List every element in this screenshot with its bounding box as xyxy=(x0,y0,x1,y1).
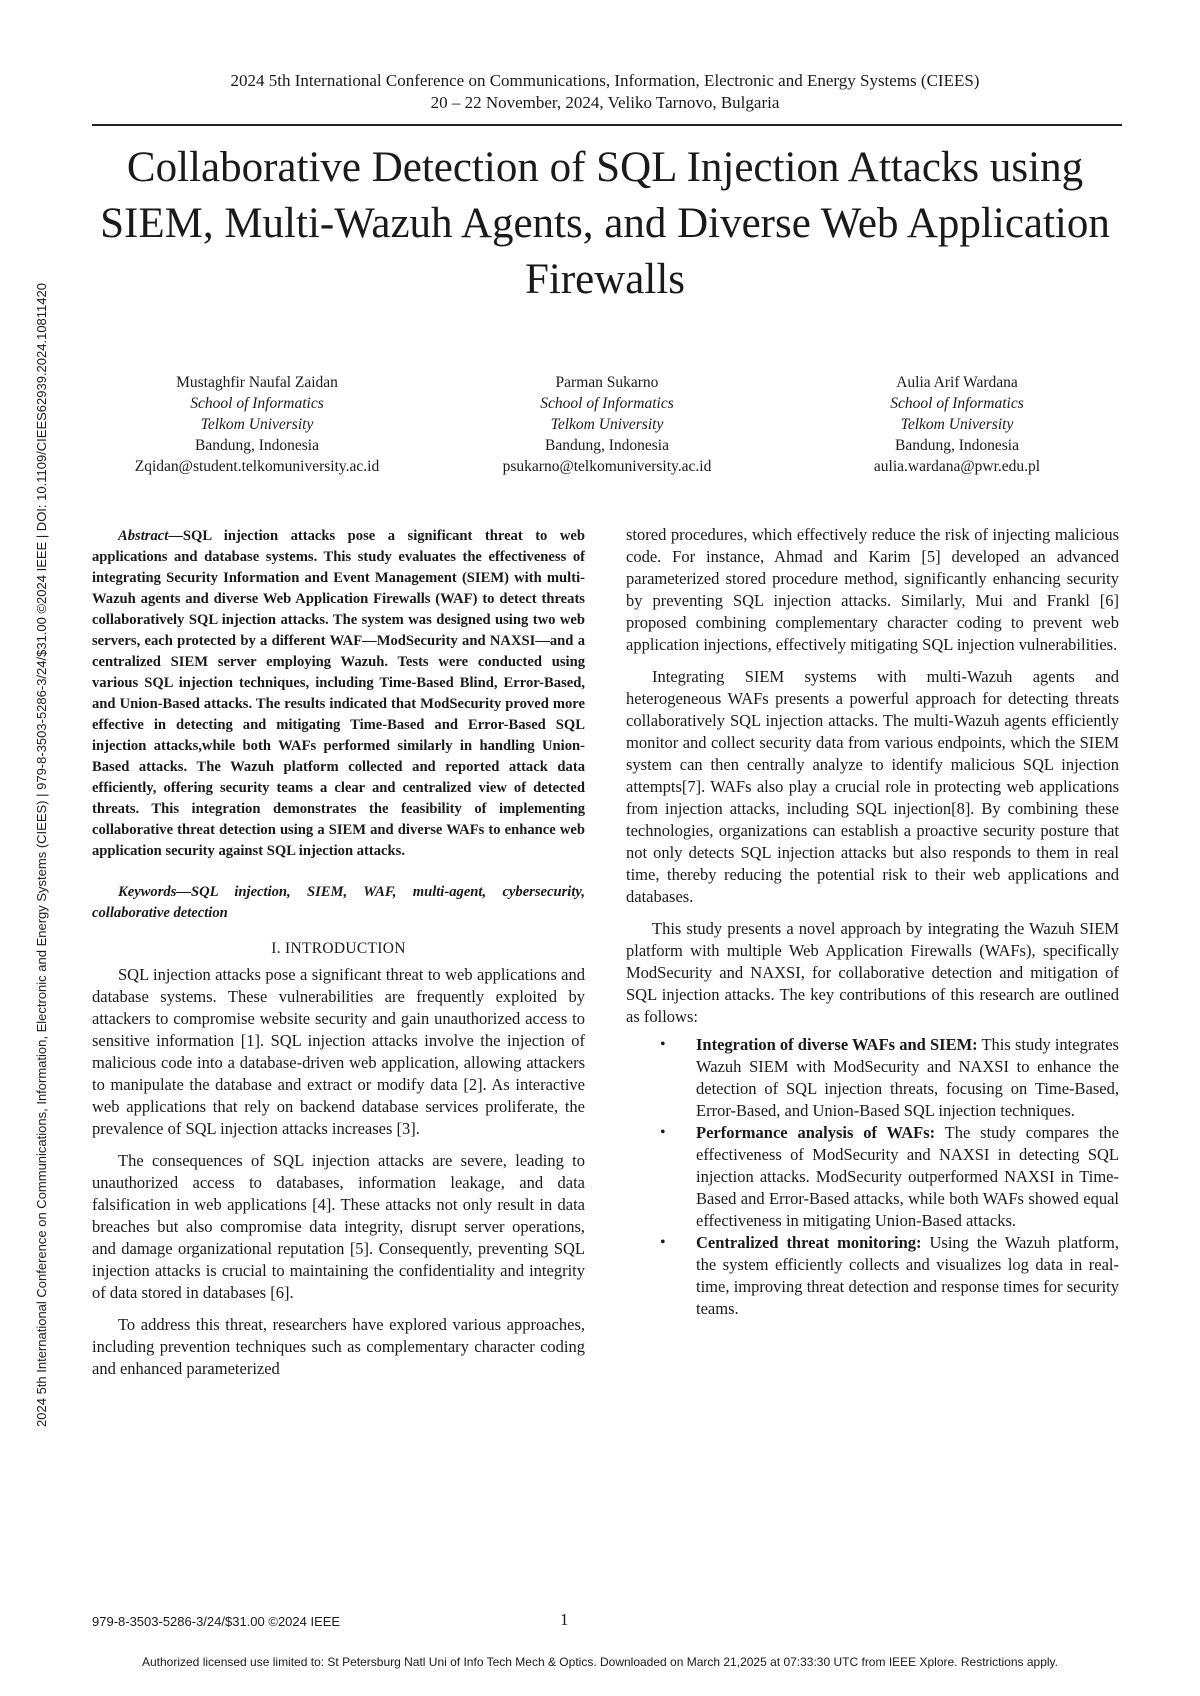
author-name: Aulia Arif Wardana xyxy=(896,374,1018,391)
page-number: 1 xyxy=(560,1610,569,1629)
header-divider xyxy=(92,124,1122,126)
bullet-icon: • xyxy=(660,1036,666,1053)
author-city: Bandung, Indonesia xyxy=(895,437,1019,454)
abstract-text: —SQL injection attacks pose a significant threat to web applications and database systems. This study evaluates the effectiveness of integrating Security Information and Event Management (SIEM) with multi-Wazuh agents and diverse Web Application Firewalls (WAF) to detect threats collaboratively SQL injection attacks. The system was designed using two web servers, each protected by a different WAF—ModSecurity and NAXSI—and a centralized SIEM server employing Wazuh. Tests were conducted using various SQL injection techniques, including Time-Based Blind, Error-Based, and Union-Based attacks. The results indicated that ModSecurity proved more effective in detecting and mitigating Time-Based and Error-Based SQL injection attacks,while both WAFs performed similarly in handling Union-Based attacks. The Wazuh platform collected and reported attack data efficiently, offering security teams a clear and centralized view of detected threats. This integration demonstrates the feasibility of implementing collaborative threat detection using a SIEM and diverse WAFs to enhance web application security against SQL injection attacks. xyxy=(92,528,585,859)
contributions-list xyxy=(626,1034,1119,1320)
right-column xyxy=(626,524,1119,1320)
right-paragraph-2: Integrating SIEM systems with multi-Wazuh agents and heterogeneous WAFs presents a powerful approach for detecting threats collaboratively SQL injection attacks. The multi-Wazuh agents efficiently monitor and collect security data from various endpoints, which the SIEM system can then centrally analyze to identify malicious SQL injection attempts[7]. WAFs also play a crucial role in protecting web applications from injection attacks, including SQL injection[8]. By combining these technologies, organizations can establish a proactive security posture that not only detects SQL injection attacks but also responds to them in real time, thereby reducing the potential risk to their web applications and databases. xyxy=(626,667,1119,906)
conference-line-2: 20 – 22 November, 2024, Veliko Tarnovo, Bulgaria xyxy=(430,93,780,112)
right-paragraph-1: stored procedures, which effectively reduce the risk of injecting malicious code. For instance, Ahmad and Karim [5] developed an advanced parameterized stored procedure method, significantly enhancing security by preventing SQL injection attacks. Similarly, Mui and Frankl [6] proposed combining complementary character coding to prevent web application injections, effectively mitigating SQL injection vulnerabilities. xyxy=(626,525,1119,654)
author-city: Bandung, Indonesia xyxy=(545,437,669,454)
side-identifier-text: 2024 5th International Conference on Communications, Information, Electronic and Energy Systems (CIEES) | 979-8-3503-5286-3/24/$31.00 ©2024 IEEE | DOI: 10.1109/CIEES62939.2024.10811420 xyxy=(34,283,49,1427)
author-name: Mustaghfir Naufal Zaidan xyxy=(176,374,338,391)
bullet-icon: • xyxy=(660,1234,666,1251)
conference-header xyxy=(90,70,1120,114)
section-heading-introduction: I. INTRODUCTION xyxy=(271,940,406,957)
abstract-label: Abstract xyxy=(118,528,169,544)
author-city: Bandung, Indonesia xyxy=(195,437,319,454)
list-item-title: Performance analysis of WAFs: xyxy=(696,1123,936,1142)
abstract xyxy=(92,526,585,862)
intro-paragraph-1: SQL injection attacks pose a significant threat to web applications and database systems. These vulnerabilities are frequently exploited by attackers to compromise website security and gain unauthorized access to sensitive information [1]. SQL injection attacks involve the injection of malicious code into a database-driven web application, allowing attackers to manipulate the database and extract or modify data [2]. As interactive web applications that rely on backend database services proliferate, the prevalence of SQL injection attacks increases [3]. xyxy=(92,965,585,1138)
list-item-text: The study compares the effectiveness of ModSecurity and NAXSI in detecting SQL injection attacks. ModSecurity outperformed NAXSI in Time-Based and Error-Based attacks, while both WAFs showed equal effectiveness in mitigating Union-Based attacks. xyxy=(696,1123,1119,1230)
intro-paragraph-2: The consequences of SQL injection attacks are severe, leading to unauthorized access to databases, information leakage, and data falsification in web applications [4]. These attacks not only result in data breaches but also compromise data integrity, disrupt server operations, and damage organizational reputation [5]. Consequently, preventing SQL injection attacks is crucial to maintaining the confidentiality and integrity of data stored in databases [6]. xyxy=(92,1151,585,1302)
conference-line-1: 2024 5th International Conference on Communications, Information, Electronic and Energy Systems (CIEES) xyxy=(230,71,980,90)
author-1 xyxy=(92,372,422,477)
author-school: School of Informatics xyxy=(540,395,674,412)
list-item-title: Centralized threat monitoring: xyxy=(696,1233,922,1252)
keywords-text: —SQL injection, SIEM, WAF, multi-agent, cybersecurity, collaborative detection xyxy=(92,884,585,921)
list-item-text: Using the Wazuh platform, the system efficiently collects and visualizes log data in real-time, improving threat detection and response times for security teams. xyxy=(696,1233,1120,1318)
keywords xyxy=(92,882,585,924)
keywords-label: Keywords xyxy=(118,884,177,900)
author-email: psukarno@telkomuniversity.ac.id xyxy=(502,458,712,475)
author-name: Parman Sukarno xyxy=(555,374,659,391)
list-item-text: This study integrates Wazuh SIEM with ModSecurity and NAXSI to enhance the detection of SQL injection threats, focusing on Time-Based, Error-Based, and Union-Based SQL injection techniques. xyxy=(696,1035,1119,1120)
author-email: aulia.wardana@pwr.edu.pl xyxy=(873,458,1041,475)
license-notice: Authorized licensed use limited to: St Petersburg Natl Uni of Info Tech Mech & Optics. Downloaded on March 21,2025 at 07:33:30 UTC from IEEE Xplore. Restrictions apply. xyxy=(141,1655,1058,1669)
author-university: Telkom University xyxy=(550,416,664,433)
paper-title: Collaborative Detection of SQL Injection Attacks using SIEM, Multi-Wazuh Agents, and Diverse Web Application Firewalls xyxy=(100,144,1110,303)
author-university: Telkom University xyxy=(900,416,1014,433)
list-item xyxy=(660,1122,1119,1232)
bullet-icon: • xyxy=(660,1124,666,1141)
footer-isbn: 979-8-3503-5286-3/24/$31.00 ©2024 IEEE xyxy=(92,1614,341,1629)
author-university: Telkom University xyxy=(200,416,314,433)
list-item xyxy=(660,1034,1119,1122)
author-2 xyxy=(442,372,772,477)
intro-paragraph-3: To address this threat, researchers have explored various approaches, including prevention techniques such as complementary character coding and enhanced parameterized xyxy=(92,1315,585,1378)
author-email: Zqidan@student.telkomuniversity.ac.id xyxy=(134,458,380,475)
author-school: School of Informatics xyxy=(890,395,1024,412)
list-item xyxy=(660,1232,1120,1320)
side-identifier xyxy=(30,200,54,1510)
list-item-title: Integration of diverse WAFs and SIEM: xyxy=(696,1035,978,1054)
left-column xyxy=(92,526,585,1380)
author-3 xyxy=(792,372,1122,477)
right-paragraph-3: This study presents a novel approach by integrating the Wazuh SIEM platform with multiple Web Application Firewalls (WAFs), specifically ModSecurity and NAXSI, for collaborative detection and mitigation of SQL injection attacks. The key contributions of this research are outlined as follows: xyxy=(626,919,1119,1026)
author-school: School of Informatics xyxy=(190,395,324,412)
